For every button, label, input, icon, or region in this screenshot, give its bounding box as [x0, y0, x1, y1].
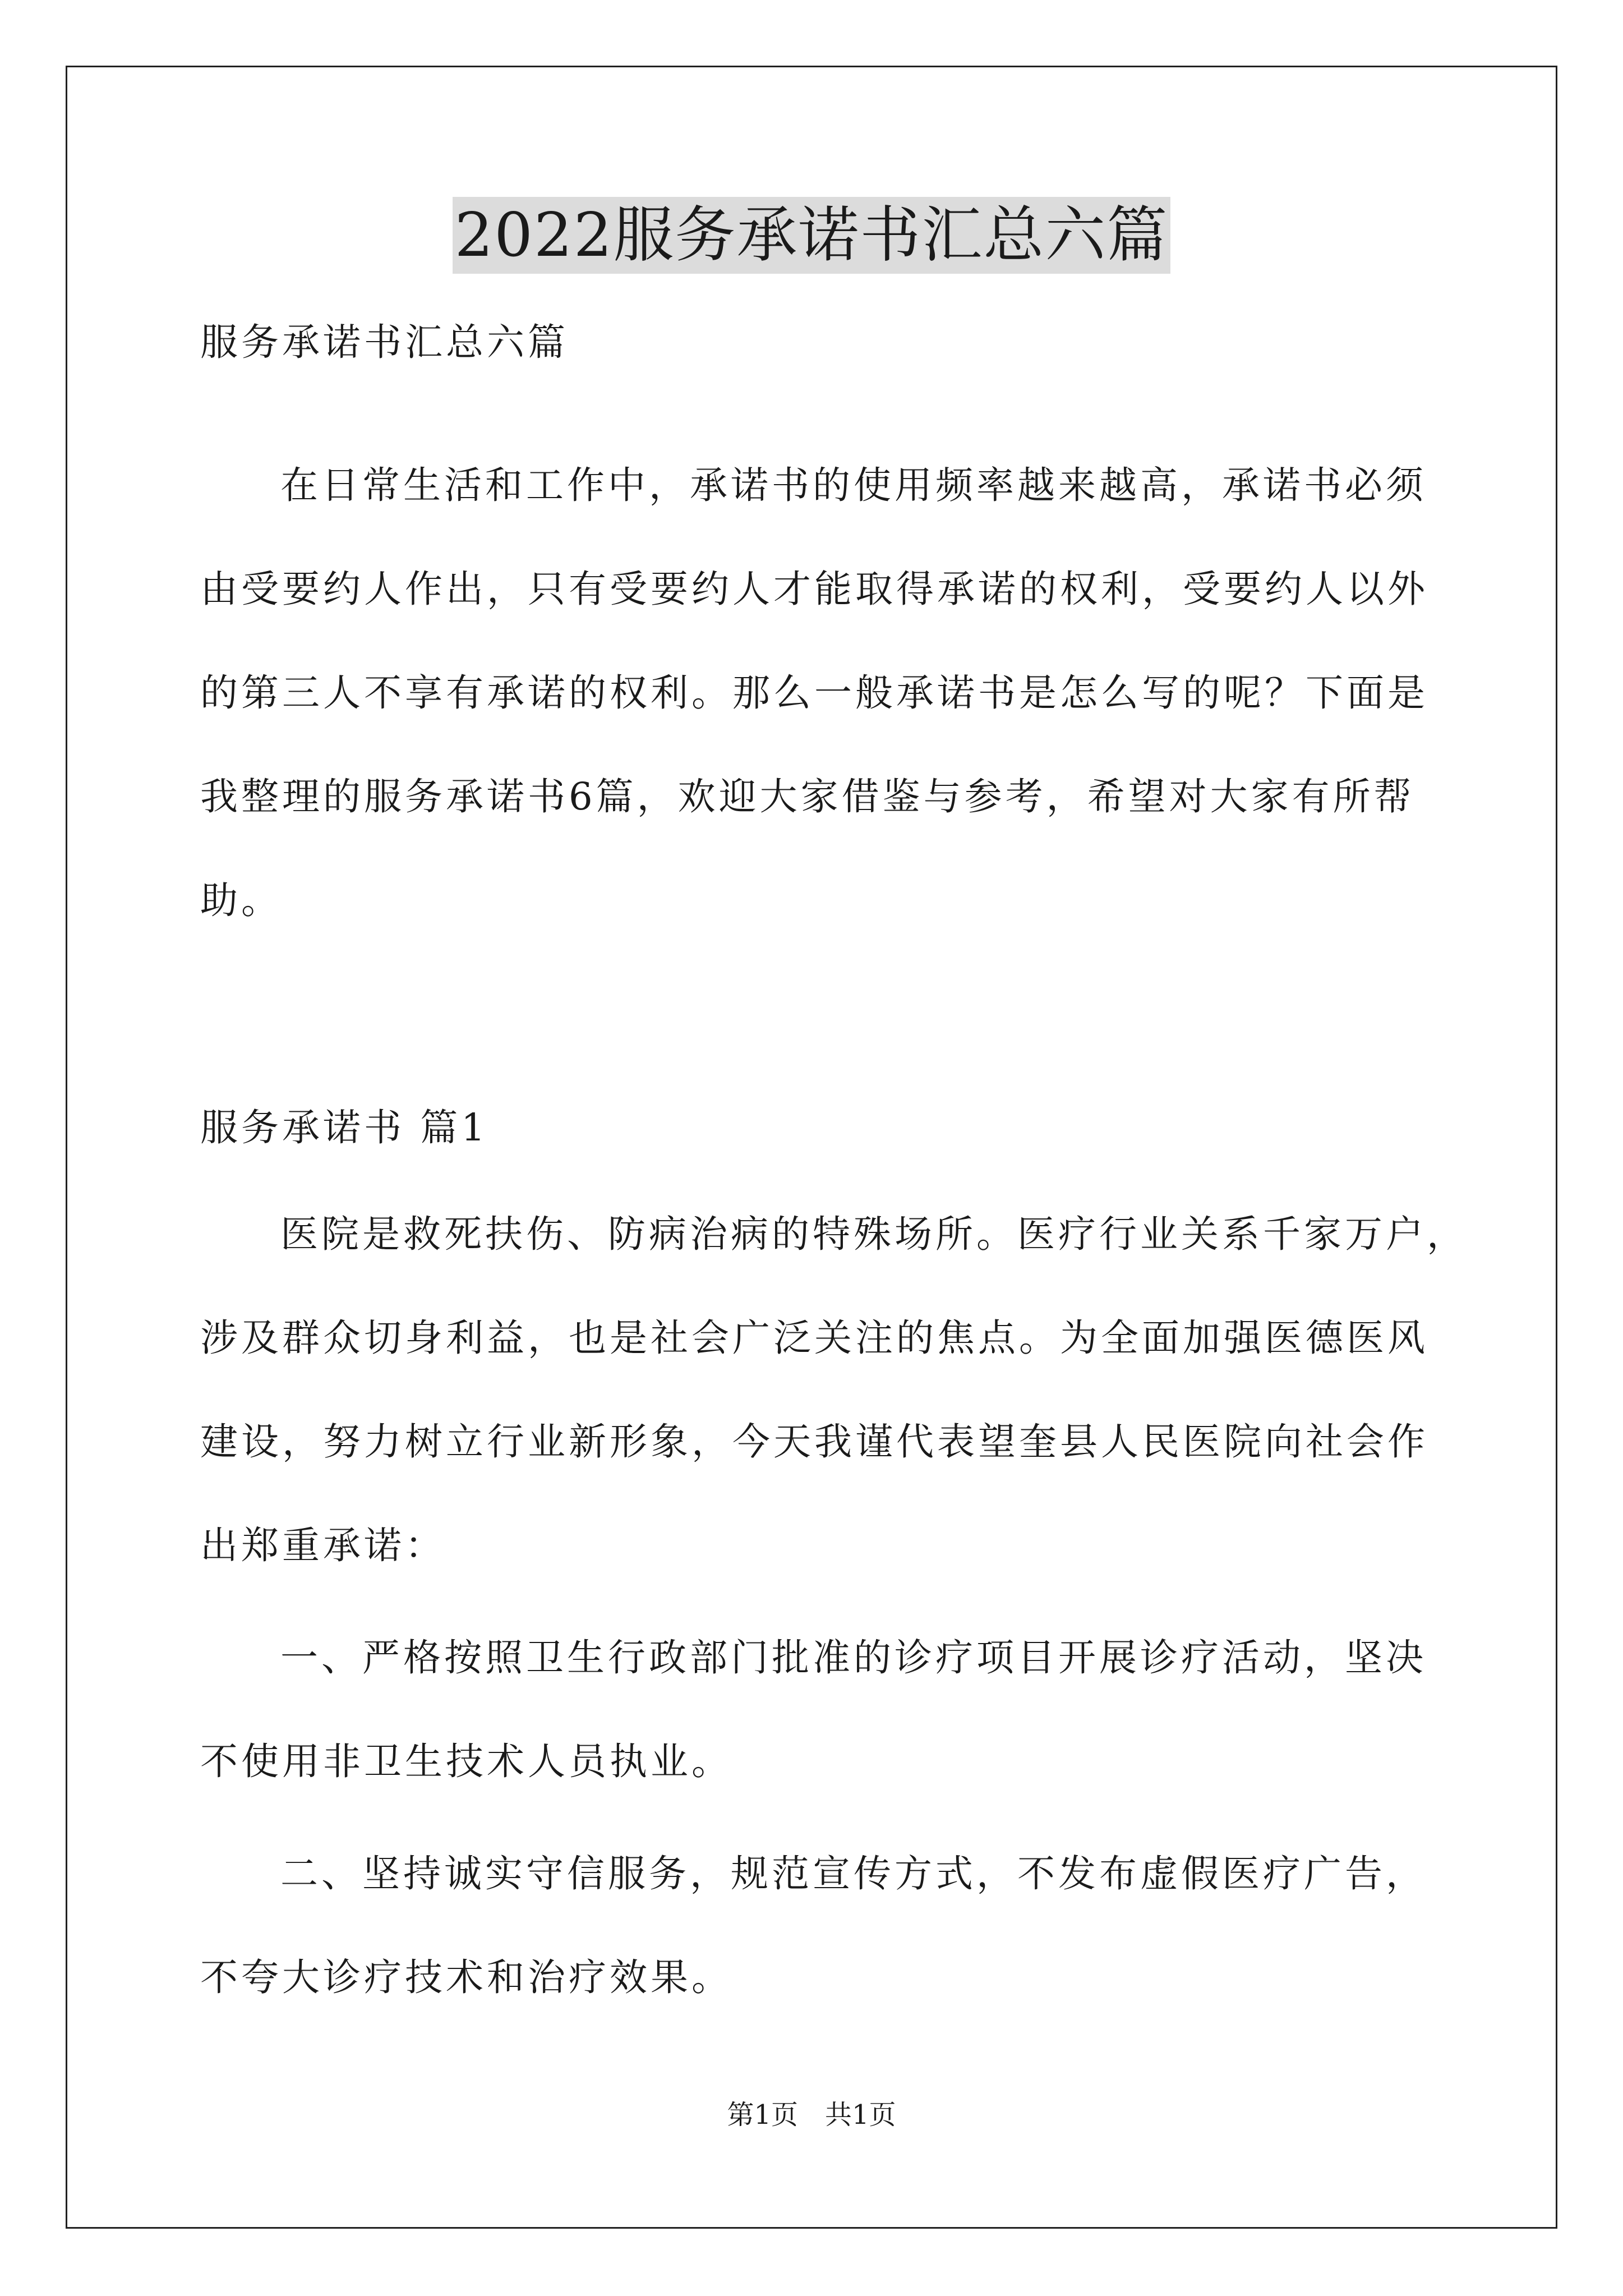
- section-line-4: 出郑重承诺：: [200, 1524, 446, 1567]
- intro-line-1: 在日常生活和工作中，承诺书的使用频率越来越高，承诺书必须: [280, 463, 1427, 507]
- section-line-3: 建设，努力树立行业新形象，今天我谨代表望奎县人民医院向社会作: [200, 1420, 1428, 1464]
- intro-line-5: 助。: [200, 878, 282, 922]
- document-title: 2022服务承诺书汇总六篇: [0, 194, 1623, 278]
- section-line-8: 不夸大诊疗技术和治疗效果。: [200, 1955, 732, 1999]
- section-line-1: 医院是救死扶伤、防病治病的特殊场所。医疗行业关系千家万户，: [280, 1212, 1468, 1256]
- section-line-6: 不使用非卫生技术人员执业。: [200, 1740, 732, 1783]
- document-subtitle: 服务承诺书汇总六篇: [200, 320, 569, 364]
- section-line-5: 一、严格按照卫生行政部门批准的诊疗项目开展诊疗活动，坚决: [280, 1636, 1427, 1680]
- intro-line-3: 的第三人不享有承诺的权利。那么一般承诺书是怎么写的呢？下面是: [200, 671, 1428, 715]
- page-footer: 第1页 共1页: [727, 2099, 896, 2131]
- intro-line-4: 我整理的服务承诺书6篇，欢迎大家借鉴与参考，希望对大家有所帮: [200, 775, 1415, 818]
- section-heading: 服务承诺书 篇1: [200, 1106, 488, 1149]
- section-line-7: 二、坚持诚实守信服务，规范宣传方式，不发布虚假医疗广告，: [280, 1852, 1427, 1895]
- intro-line-2: 由受要约人作出，只有受要约人才能取得承诺的权利，受要约人以外: [200, 567, 1428, 611]
- section-line-2: 涉及群众切身利益，也是社会广泛关注的焦点。为全面加强医德医风: [200, 1316, 1428, 1360]
